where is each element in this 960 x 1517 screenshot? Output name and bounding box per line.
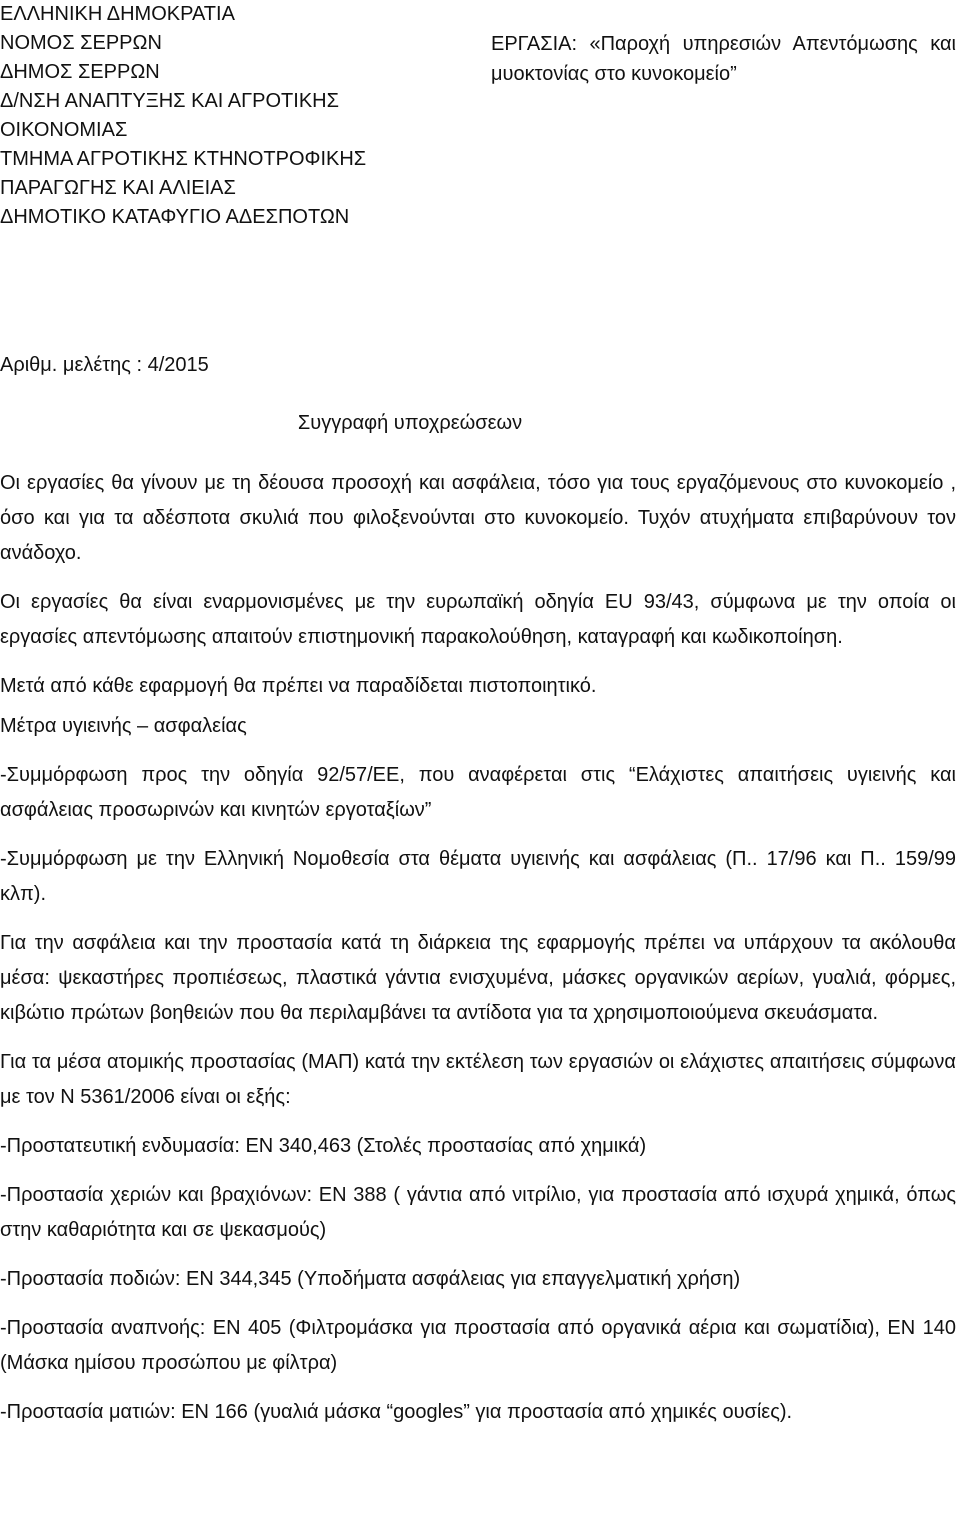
paragraph: Για την ασφάλεια και την προστασία κατά τη διάρκεια της εφαρμογής πρέπει να υπάρχουν τα ακόλουθα μέσα: ψεκαστήρες προπιέσεως, πλαστικά γάντια ενισχυμένα, μάσκες οργανικών αερίων, γυαλιά, φόρμες, κιβώτιο πρώτων βοηθειών που θα περιλαμβάνει τα αντίδοτα για τα χρησιμοποιούμενα σκευάσματα. bbox=[0, 932, 956, 1024]
list-item: -Προστασία χεριών και βραχιόνων: EN 388 ( γάντια από νιτρίλιο, για προστασία από ισχυρά χημικά, όπως στην καθαριότητα και σε ψεκασμούς) bbox=[0, 1184, 956, 1241]
authority-line: ΠΑΡΑΓΩΓΗΣ ΚΑΙ ΑΛΙΕΙΑΣ bbox=[0, 177, 236, 199]
paragraph: -Συμμόρφωση με την Ελληνική Νομοθεσία στα θέματα υγιεινής και ασφάλειας (Π.. 17/96 και Π.. 159/99 κλπ). bbox=[0, 848, 956, 905]
authority-line: Δ/ΝΣΗ ΑΝΑΠΤΥΞΗΣ ΚΑΙ ΑΓΡΟΤΙΚΗΣ bbox=[0, 90, 339, 112]
authority-line: ΕΛΛΗΝΙΚΗ ΔΗΜΟΚΡΑΤΙΑ bbox=[0, 3, 235, 25]
document-body bbox=[0, 466, 956, 1444]
project-title: ΕΡΓΑΣΙΑ: «Παροχή υπηρεσιών Απεντόμωσης και μυοκτονίας στο κυνοκομείο” bbox=[491, 33, 956, 85]
document-header bbox=[0, 0, 960, 245]
authority-line: ΟΙΚΟΝΟΜΙΑΣ bbox=[0, 119, 128, 141]
list-item: -Προστασία αναπνοής: EN 405 (Φιλτρομάσκα για προστασία από οργανικά αέρια και σωματίδια), EN 140 (Μάσκα ημίσου προσώπου με φίλτρα) bbox=[0, 1317, 956, 1374]
paragraph: Οι εργασίες θα είναι εναρμονισμένες με την ευρωπαϊκή οδηγία EU 93/43, σύμφωνα με την οποία οι εργασίες απεντόμωσης απαιτούν επιστημονική παρακολούθηση, καταγραφή και κωδικοποίηση. bbox=[0, 591, 956, 648]
section-title: Συγγραφή υποχρεώσεων bbox=[297, 412, 523, 434]
authority-line: ΝΟΜΟΣ ΣΕΡΡΩΝ bbox=[0, 32, 162, 54]
subheading: Μέτρα υγιεινής – ασφαλείας bbox=[0, 715, 247, 737]
project-block bbox=[491, 0, 956, 89]
authority-line: ΔΗΜΟΣ ΣΕΡΡΩΝ bbox=[0, 61, 160, 83]
authority-line: ΤΜΗΜΑ ΑΓΡΟΤΙΚΗΣ ΚΤΗΝΟΤΡΟΦΙΚΗΣ bbox=[0, 148, 367, 170]
paragraph: Μετά από κάθε εφαρμογή θα πρέπει να παραδίδεται πιστοποιητικό. bbox=[0, 675, 597, 697]
issuing-authority bbox=[0, 0, 470, 232]
authority-line: ΔΗΜΟΤΙΚΟ ΚΑΤΑΦΥΓΙΟ ΑΔΕΣΠΟΤΩΝ bbox=[0, 206, 350, 228]
paragraph: -Συμμόρφωση προς την οδηγία 92/57/ΕΕ, που αναφέρεται στις “Ελάχιστες απαιτήσεις υγιεινής και ασφάλειας προσωρινών και κινητών εργοταξίων” bbox=[0, 764, 956, 821]
list-item: -Προστατευτική ενδυμασία: EN 340,463 (Στολές προστασίας από χημικά) bbox=[0, 1135, 647, 1157]
paragraph: Οι εργασίες θα γίνουν με τη δέουσα προσοχή και ασφάλεια, τόσο για τους εργαζόμενους στο κυνοκομείο , όσο και για τα αδέσποτα σκυλιά που φιλοξενούνται στο κυνοκομείο. Τυχόν ατυχήματα επιβαρύνουν τον ανάδοχο. bbox=[0, 472, 956, 564]
paragraph: Για τα μέσα ατομικής προστασίας (ΜΑΠ) κατά την εκτέλεση των εργασιών οι ελάχιστες απαιτήσεις σύμφωνα με τον Ν 5361/2006 είναι οι εξής: bbox=[0, 1051, 956, 1108]
list-item: -Προστασία ποδιών: EN 344,345 (Υποδήματα ασφάλειας για επαγγελματική χρήση) bbox=[0, 1268, 741, 1290]
list-item: -Προστασία ματιών: EN 166 (γυαλιά μάσκα “googles” για προστασία από χημικές ουσίες). bbox=[0, 1401, 793, 1423]
study-number: Αριθμ. μελέτης : 4/2015 bbox=[0, 354, 209, 376]
